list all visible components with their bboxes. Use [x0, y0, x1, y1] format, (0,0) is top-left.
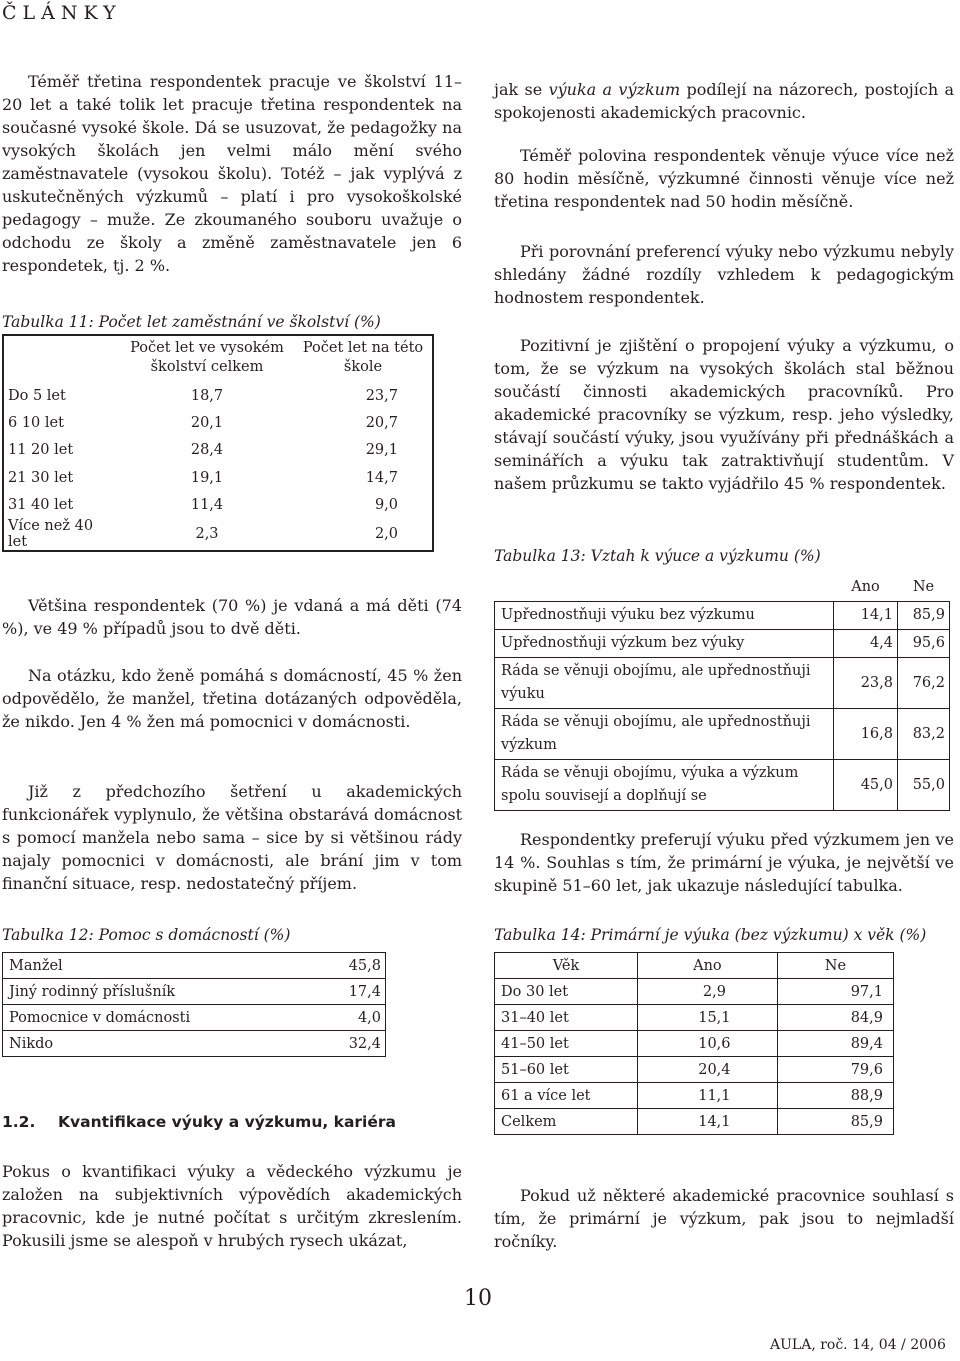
cell-value: 17,4	[316, 979, 385, 1005]
table-row	[3, 409, 433, 436]
right-paragraph-1	[494, 78, 954, 124]
left-paragraph-5: Pokus o kvantifikaci výuky a vědeckého výzkumu je založen na subjektivních výpovědích akademických pracovnic, kde je nutné počítat s určitým zkreslením. Pokusili jsme se alespoň v hrubých rysech ukázat,	[2, 1162, 462, 1250]
table11-col-header-school: Počet let na této škole	[302, 340, 424, 375]
cell-value: 32,4	[316, 1031, 385, 1057]
left-paragraph-4: Již z předchozího šetření u akademických funkcionářek vyplynulo, že většina obstarává domácnost s pomocí manžela nebo sama – sice by si většinou rády najaly pomocnici v domácnosti, ale brání jim v tom finanční situace, resp. nedostatečný příjem.	[2, 782, 462, 893]
row-label: Více než 40 let	[8, 518, 94, 551]
right-paragraph-2: Téměř polovina respondentek věnuje výuce více než 80 hodin měsíčně, výzkumné činnosti věnuje více než třetina respondentek nad 50 hodin měsíčně.	[494, 146, 954, 211]
cell-value: 95,6	[898, 630, 950, 658]
table-row	[495, 1057, 894, 1083]
right-paragraph-5: Respondentky preferují výuku před výzkumem jen ve 14 %. Souhlas s tím, že primární je výuka, je největší ve skupině 51–60 let, jak ukazuje následující tabulka.	[494, 830, 954, 895]
cell-value: 19,1	[190, 469, 224, 486]
table-row	[495, 760, 950, 811]
cell-value: 20,4	[638, 1057, 778, 1083]
cell-value: 89,4	[777, 1031, 893, 1057]
table-13	[494, 574, 950, 811]
cell-value: 76,2	[898, 658, 950, 709]
table-row	[3, 1005, 386, 1031]
left-paragraph-1: Téměř třetina respondentek pracuje ve školství 11–20 let a také tolik let pracuje třetina respondentek na současné vysoké škole. Dá se usuzovat, že pedagožky na vysokých školách jen velmi málo mění svého zaměstnavatele (vysokou školu). Totéž – jak vyplývá z uskutečněných výzkumů – platí i pro vysokoškolské pedagogy – muže. Ze zkoumaného souboru uvažuje o odchodu ze školy a změně zaměstnavatele jen 6 respondetek, tj. 2 %.	[2, 72, 462, 275]
cell-value: 18,7	[190, 387, 224, 404]
cell-value: 85,9	[777, 1109, 893, 1135]
table-11	[2, 334, 434, 552]
table-row	[495, 630, 950, 658]
row-label: Ráda se věnuji obojímu, ale upřednostňuji výuku	[495, 658, 834, 709]
cell-value: 15,1	[638, 1005, 778, 1031]
row-label: Ráda se věnuji obojímu, ale upřednostňuji výzkum	[495, 709, 834, 760]
table13-col-header-ano: Ano	[851, 579, 880, 595]
table11-col-header-total: Počet let ve vysokém školství celkem	[130, 340, 284, 375]
cell-value: 9,0	[374, 496, 398, 513]
row-label: 31 40 let	[8, 496, 74, 513]
table-row	[495, 979, 894, 1005]
section-title: ČLÁNKY	[2, 2, 122, 24]
right-paragraph-3: Při porovnání preferencí výuky nebo výzkumu nebyly shledány žádné rozdíly vzhledem k pedagogickým hodnostem respondentek.	[494, 242, 954, 307]
table-14	[494, 952, 894, 1135]
table-row	[495, 1031, 894, 1057]
row-label: Upřednostňuji výzkum bez výuky	[495, 630, 834, 658]
section-heading: Kvantifikace výuky a výzkumu, kariéra	[58, 1113, 396, 1131]
table-row	[3, 979, 386, 1005]
cell-value: 11,1	[638, 1083, 778, 1109]
cell-value: 85,9	[898, 602, 950, 630]
right-paragraph-4: Pozitivní je zjištění o propojení výuky a výzkumu, o tom, že se výzkum na vysokých školách stal běžnou součástí činnosti akademických pracovníků. Pro akademické pracovníky se výzkum, resp. jeho výsledky, stávají součástí výuky, jsou využívány při přednáškách a seminářích a výuku tak zatraktivňují studentům. V našem průzkumu se takto vyjádřilo 45 % respondentek.	[494, 336, 954, 493]
cell-value: 45,8	[316, 953, 385, 979]
table-row	[495, 602, 950, 630]
table14-caption: Tabulka 14: Primární je výuka (bez výzkumu) x věk (%)	[494, 926, 927, 944]
row-label: Do 30 let	[495, 979, 638, 1005]
right-paragraph-6: Pokud už některé akademické pracovnice souhlasí s tím, že primární je výzkum, pak jsou to nejmladší ročníky.	[494, 1186, 954, 1251]
left-paragraph-2: Většina respondentek (70 %) je vdaná a má děti (74 %), ve 49 % případů jsou to dvě děti.	[2, 596, 462, 638]
section-heading-number: 1.2.	[2, 1113, 36, 1131]
table12-caption: Tabulka 12: Pomoc s domácností (%)	[2, 926, 291, 944]
table-row	[495, 1109, 894, 1135]
cell-value: 55,0	[898, 760, 950, 811]
cell-value: 2,3	[195, 526, 219, 543]
table-header-row	[495, 953, 894, 979]
cell-value: 20,7	[365, 414, 398, 431]
table13-caption: Tabulka 13: Vztah k výuce a výzkumu (%)	[494, 547, 821, 565]
row-label: 11 20 let	[8, 442, 74, 459]
cell-value: 4,0	[316, 1005, 385, 1031]
table-row	[495, 1005, 894, 1031]
cell-value: 2,9	[638, 979, 778, 1005]
row-label: Celkem	[495, 1109, 638, 1135]
row-label: 61 a více let	[495, 1083, 638, 1109]
cell-value: 28,4	[190, 442, 224, 459]
cell-value: 79,6	[777, 1057, 893, 1083]
table-row	[3, 382, 433, 409]
cell-value: 88,9	[777, 1083, 893, 1109]
row-label: Pomocnice v domácnosti	[3, 1005, 317, 1031]
row-label: Jiný rodinný příslušník	[3, 979, 317, 1005]
row-label: Manžel	[3, 953, 317, 979]
table11-caption: Tabulka 11: Počet let zaměstnání ve školství (%)	[2, 313, 381, 331]
right-p1-pre: jak se	[494, 80, 549, 99]
table-row	[495, 709, 950, 760]
cell-value: 14,1	[638, 1109, 778, 1135]
cell-value: 23,7	[365, 387, 398, 404]
cell-value: 10,6	[638, 1031, 778, 1057]
row-label: Upřednostňuji výuku bez výzkumu	[495, 602, 834, 630]
cell-value: 83,2	[898, 709, 950, 760]
row-label: 21 30 let	[8, 469, 74, 486]
table-row	[3, 518, 433, 551]
cell-value: 84,9	[777, 1005, 893, 1031]
table-row	[3, 1031, 386, 1057]
right-p1-post: podílejí na názorech, postojích a spokojenosti akademických pracovnic.	[494, 80, 955, 122]
left-paragraph-3: Na otázku, kdo ženě pomáhá s domácností, 45 % žen odpovědělo, že manžel, třetina dotázaných odpověděla, že nikdo. Jen 4 % žen má pomocnici v domácnosti.	[2, 666, 462, 731]
cell-value: 14,7	[365, 469, 398, 486]
cell-value: 4,4	[834, 630, 898, 658]
page-number: 10	[464, 1286, 492, 1311]
table14-col-header-ano: Ano	[638, 953, 778, 979]
table-header-row	[3, 335, 433, 382]
cell-value: 14,1	[834, 602, 898, 630]
cell-value: 97,1	[777, 979, 893, 1005]
cell-value: 20,1	[190, 414, 224, 431]
cell-value: 11,4	[190, 496, 224, 513]
table14-col-header-ne: Ne	[777, 953, 893, 979]
row-label: 51–60 let	[495, 1057, 638, 1083]
table-row	[495, 658, 950, 709]
table14-col-header-age: Věk	[495, 953, 638, 979]
table-row	[495, 1083, 894, 1109]
cell-value: 16,8	[834, 709, 898, 760]
cell-value: 29,1	[365, 442, 398, 459]
row-label: 6 10 let	[8, 414, 64, 431]
row-label: Ráda se věnuji obojímu, výuka a výzkum spolu souvisejí a doplňují se	[495, 760, 834, 811]
table-row	[3, 953, 386, 979]
row-label: 41–50 let	[495, 1031, 638, 1057]
row-label: 31–40 let	[495, 1005, 638, 1031]
table-12	[2, 952, 386, 1057]
table-row	[3, 491, 433, 518]
cell-value: 2,0	[374, 526, 398, 543]
footer-citation: AULA, roč. 14, 04 / 2006	[770, 1337, 946, 1353]
table-row	[3, 437, 433, 464]
table-header-row	[495, 574, 950, 602]
right-p1-emphasis: výuka a výzkum	[548, 80, 681, 99]
row-label: Do 5 let	[8, 387, 66, 404]
table-row	[3, 464, 433, 491]
cell-value: 45,0	[834, 760, 898, 811]
table13-col-header-ne: Ne	[912, 579, 935, 595]
row-label: Nikdo	[3, 1031, 317, 1057]
cell-value: 23,8	[834, 658, 898, 709]
